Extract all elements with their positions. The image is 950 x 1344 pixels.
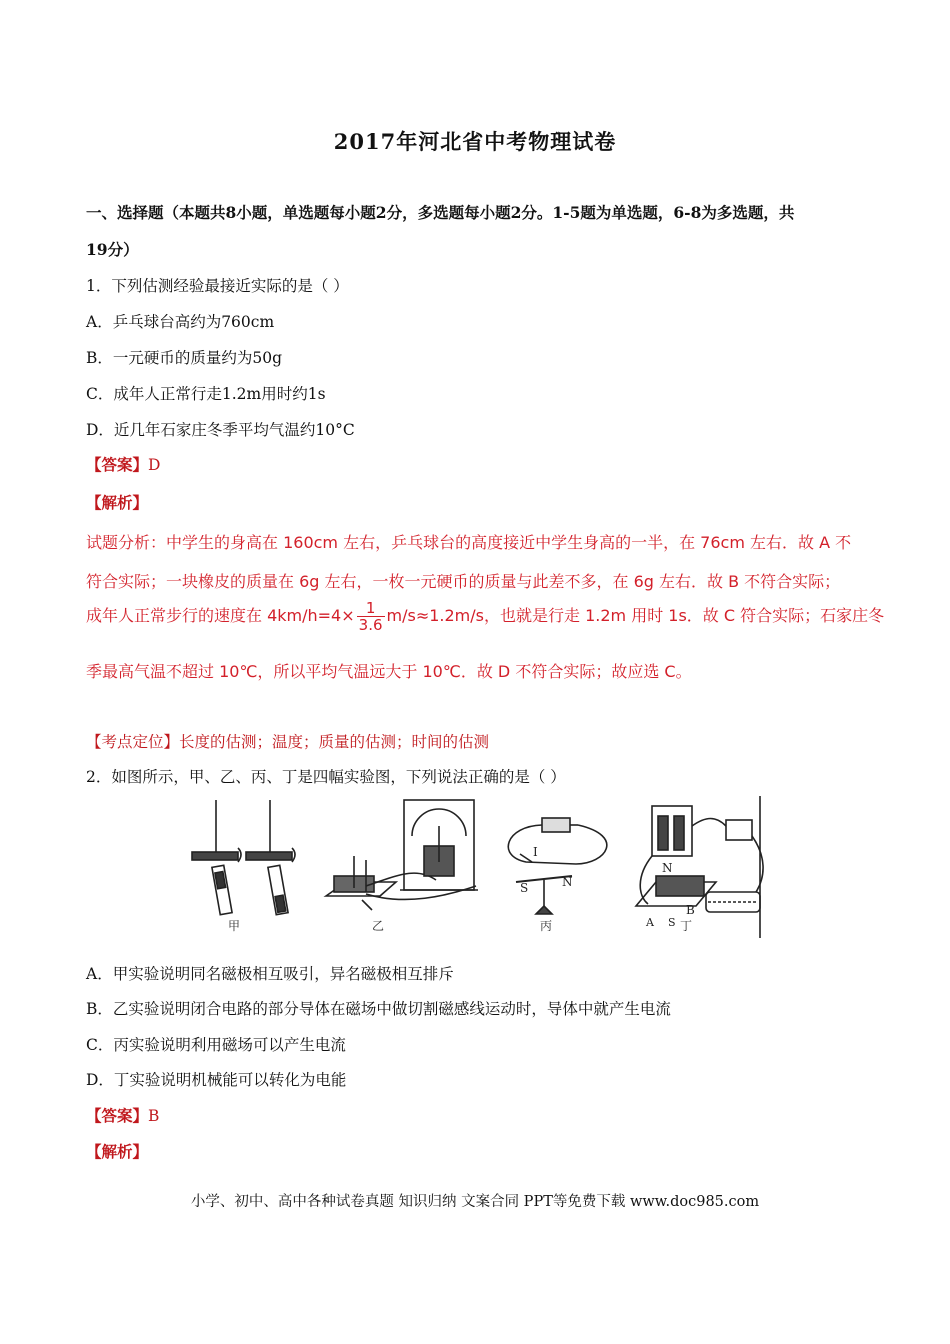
q2-option-a: A．甲实验说明同名磁极相互吸引，异名磁极相互排斥 [86, 965, 454, 983]
svg-text:S: S [520, 881, 529, 895]
svg-text:S: S [668, 916, 676, 929]
q1-answer [86, 455, 160, 475]
q1-kaodian-label: 【考点定位】 [86, 733, 180, 751]
q1-analysis-line2: 符合实际；一块橡皮的质量在 6g 左右，一枚一元硬币的质量与此差不多，在 6g 左右．故 B 不符合实际； [86, 572, 841, 591]
q1-option-a: A．乒乓球台高约为760cm [86, 313, 275, 331]
q1-answer-value: D [148, 456, 161, 474]
q1-fraction-denominator: 3.6 [358, 616, 383, 634]
figure-label-yi: 乙 [372, 919, 385, 933]
svg-text:I: I [533, 845, 538, 859]
q2-option-d: D．丁实验说明机械能可以转化为电能 [86, 1071, 347, 1089]
q1-option-d: D．近几年石家庄冬季平均气温约10°C [86, 421, 355, 439]
figure-label-jia: 甲 [228, 919, 241, 933]
q1-option-b: B．一元硬币的质量约为50g [86, 349, 283, 367]
q1-kaodian-value: 长度的估测；温度；质量的估测；时间的估测 [179, 733, 490, 751]
svg-text:N: N [662, 861, 673, 875]
page-footer: 小学、初中、高中各种试卷真题 知识归纳 文案合同 PPT等免费下载 www.doc985.com [190, 1194, 760, 1210]
svg-text:B: B [686, 903, 695, 917]
q2-answer-label: 【答案】 [86, 1106, 149, 1125]
q2-analysis-label: 【解析】 [86, 1142, 149, 1161]
svg-text:N: N [562, 875, 573, 889]
q2-option-c: C．丙实验说明利用磁场可以产生电流 [86, 1036, 346, 1054]
svg-text:A: A [646, 916, 654, 929]
q1-analysis-line3 [86, 600, 884, 633]
q1-analysis-label: 【解析】 [86, 493, 149, 512]
q1-fraction-numerator: 1 [357, 600, 385, 617]
q1-option-c: C．成年人正常行走1.2m用时约1s [86, 385, 326, 403]
page-title: 2017年河北省中考物理试卷 [333, 129, 617, 154]
q1-analysis-line4: 季最高气温不超过 10℃，所以平均气温远大于 10℃．故 D 不符合实际；故应选 C。 [86, 662, 692, 681]
q2-stem: 2．如图所示，甲、乙、丙、丁是四幅实验图，下列说法正确的是（ ） [86, 768, 566, 786]
q2-experiment-figure [186, 796, 764, 938]
q2-option-b: B．乙实验说明闭合电路的部分导体在磁场中做切割磁感线运动时，导体中就产生电流 [86, 1000, 671, 1018]
section-heading-line1: 一、选择题（本题共8小题，单选题每小题2分，多选题每小题2分。1-5题为单选题，6-8为多选题，共 [86, 203, 795, 222]
figure-label-ding: 丁 [680, 919, 693, 933]
q1-fraction [357, 600, 385, 633]
q1-analysis-line1: 试题分析：中学生的身高在 160cm 左右，乒乓球台的高度接近中学生身高的一半，在 76cm 左右．故 A 不 [86, 533, 852, 552]
figure-label-bing: 丙 [540, 919, 553, 933]
q1-kaodian [86, 732, 489, 752]
q1-analysis-line3-post: m/s≈1.2m/s，也就是行走 1.2m 用时 1s．故 C 符合实际；石家庄冬 [386, 606, 885, 625]
q1-analysis-line3-pre: 成年人正常步行的速度在 4km/h=4× [86, 606, 355, 625]
q1-answer-label: 【答案】 [86, 455, 149, 474]
q2-answer [86, 1106, 159, 1126]
section-heading-line2: 19分） [86, 240, 139, 259]
q1-stem: 1．下列估测经验最接近实际的是（ ） [86, 277, 349, 295]
q2-answer-value: B [148, 1107, 160, 1125]
